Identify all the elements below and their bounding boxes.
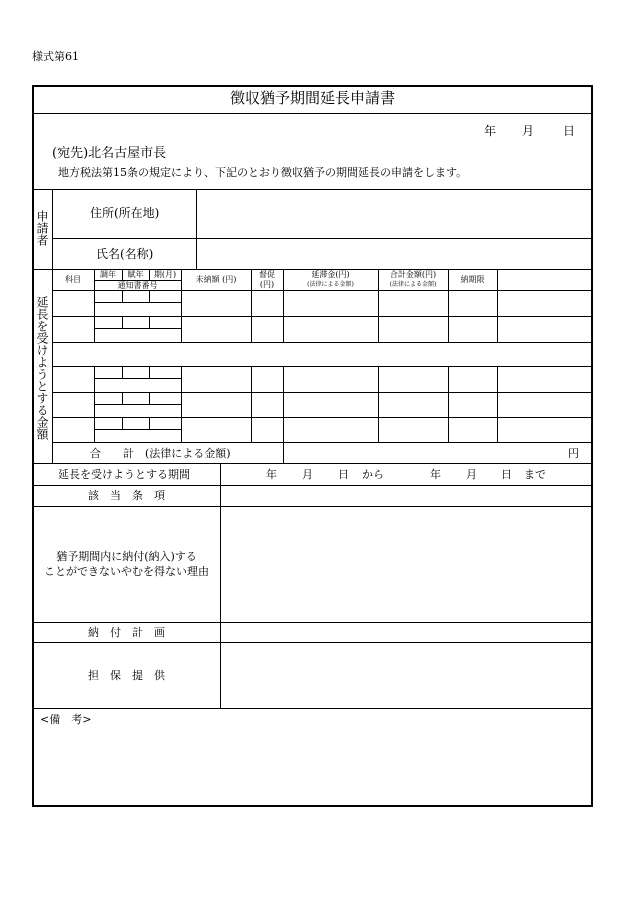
header-total-note: (法律による金額): [389, 281, 437, 288]
clause-label: 該 当 条 項: [88, 489, 165, 502]
period-label: 延長を受けようとする期間: [58, 468, 190, 481]
period-from-month: 月: [302, 468, 313, 481]
remarks-label: <備 考>: [40, 713, 92, 726]
period-to-year: 年: [430, 468, 441, 481]
reason-label-line1: 猶予期間内に納付(納入)する: [56, 550, 197, 563]
header-deadline: 納期限: [460, 275, 485, 284]
amounts-side-label: 延長を受けようとする金額: [35, 296, 49, 440]
header-period: 期(月): [153, 270, 177, 279]
address-label: 住所(所在地): [90, 206, 160, 220]
statement: 地方税法第15条の規定により、下記のとおり徴収猶予の期間延長の申請をします。: [58, 166, 468, 179]
period-from-word: から: [362, 468, 384, 481]
header-unpaid: 未納額 (円): [195, 275, 237, 284]
clause-field[interactable]: [221, 486, 589, 505]
reason-label-line2: ことができないやむを得ない理由: [44, 565, 209, 578]
period-to-day: 日: [501, 468, 512, 481]
total-amount-field[interactable]: [284, 443, 564, 462]
security-field[interactable]: [221, 643, 589, 707]
header-delinquency-note: (法律による金額): [307, 281, 354, 288]
header-total: 合計金額(円): [389, 270, 437, 279]
total-unit: 円: [568, 447, 579, 460]
form-title: 徴収猶予期間延長申請書: [229, 89, 395, 107]
form-number: 様式第61: [32, 50, 79, 63]
name-label: 氏名(名称): [96, 247, 154, 261]
date-month: 月: [522, 124, 535, 138]
date-day: 日: [563, 124, 576, 138]
addressee: (宛先)北名古屋市長: [52, 146, 167, 161]
plan-field[interactable]: [221, 623, 589, 641]
header-demand-fee-unit: (円): [259, 280, 275, 289]
remarks-field[interactable]: [34, 730, 589, 802]
header-demand-fee: 督促: [259, 270, 275, 279]
address-field[interactable]: [197, 190, 589, 237]
date-year: 年: [484, 124, 497, 138]
period-from-day: 日: [338, 468, 349, 481]
header-delinquency: 延滞金(円): [311, 270, 350, 279]
header-subject: 科目: [65, 275, 81, 284]
period-to-month: 月: [466, 468, 477, 481]
header-year-levy: 賦年: [127, 270, 144, 279]
header-notice-no: 通知書番号: [117, 281, 158, 290]
name-field[interactable]: [197, 239, 589, 269]
reason-field[interactable]: [221, 507, 589, 621]
security-label: 担 保 提 供: [88, 669, 165, 682]
header-year-assess: 調年: [100, 270, 116, 279]
period-from-year: 年: [266, 468, 277, 481]
applicant-side-label: 申請者: [35, 210, 49, 246]
plan-label: 納 付 計 画: [88, 626, 165, 639]
period-to-word: まで: [524, 468, 546, 481]
total-label: 合 計 (法律による金額): [90, 447, 231, 460]
